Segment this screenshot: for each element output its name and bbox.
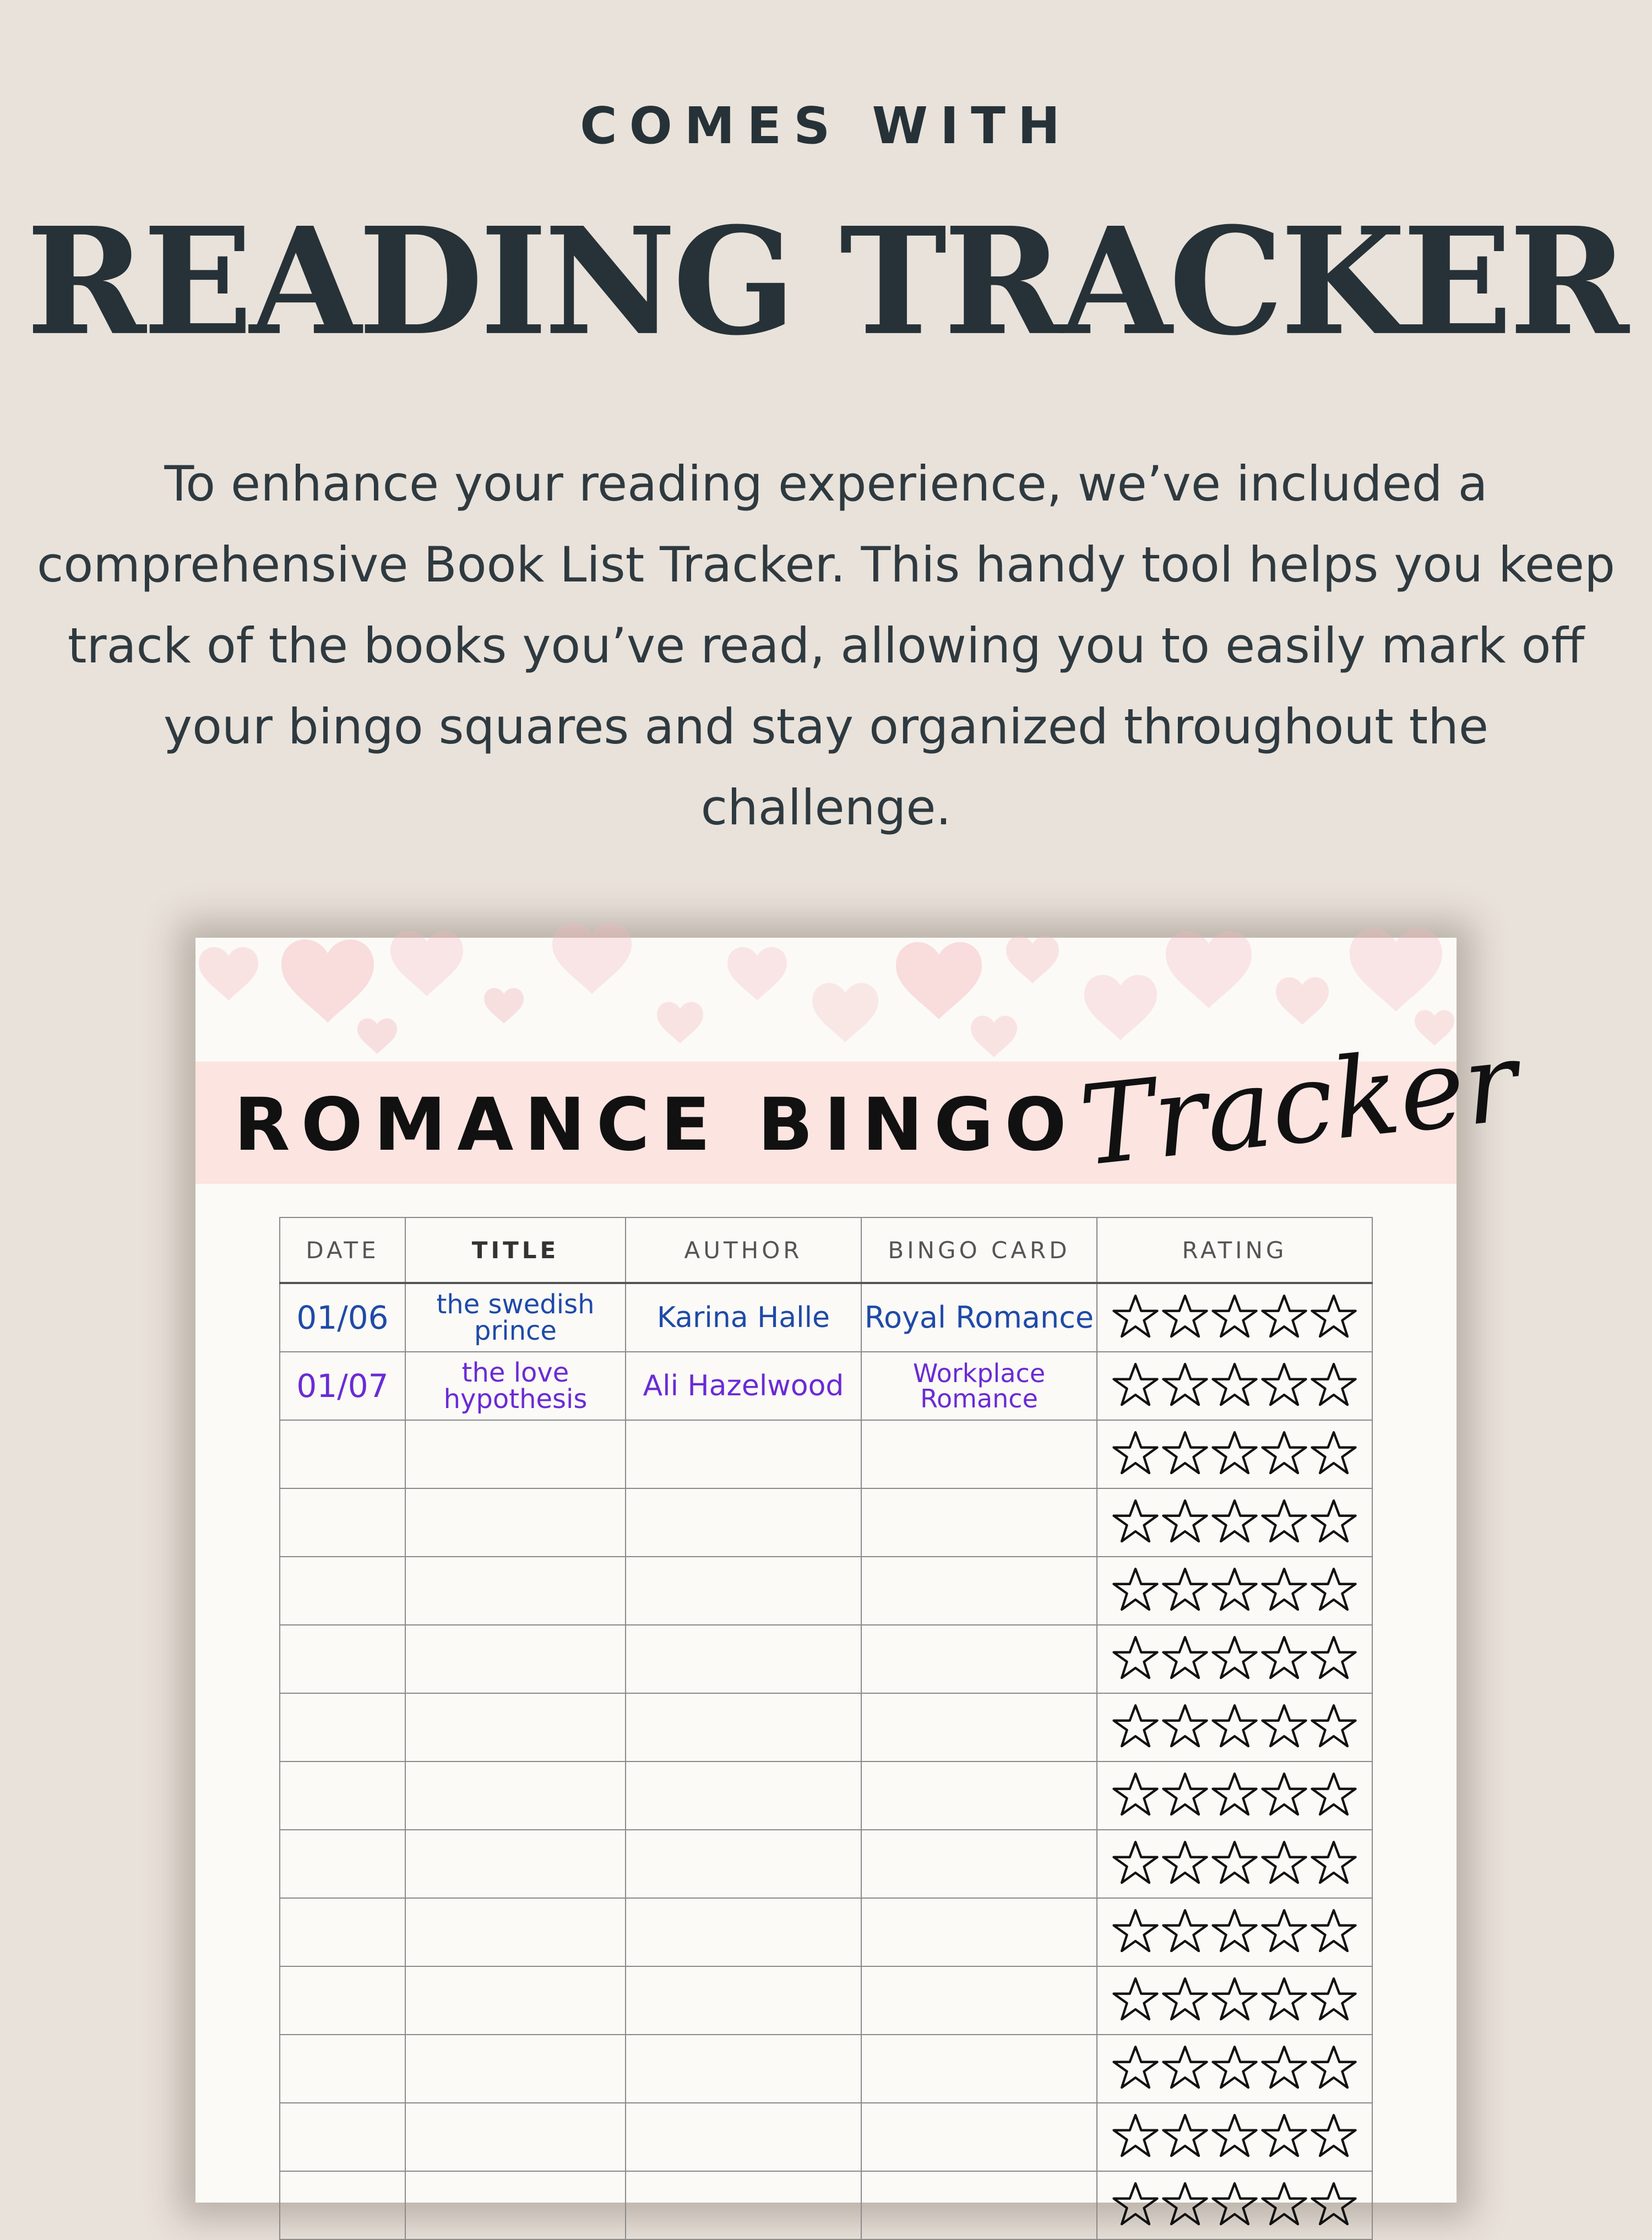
cell-rating [1097,1557,1372,1625]
cell-title[interactable] [405,1966,626,2035]
cell-date[interactable] [280,1966,405,2035]
table-row [280,2103,1372,2171]
star-icon[interactable] [1161,1839,1209,1889]
star-icon[interactable] [1260,1703,1308,1752]
star-icon[interactable] [1310,1907,1357,1957]
headline: READING TRACKER [26,194,1626,368]
cell-rating [1097,1898,1372,1966]
cell-author[interactable] [626,1352,861,1420]
table-row [280,1283,1372,1352]
star-icon[interactable] [1161,1771,1209,1820]
star-icon[interactable] [1260,2181,1308,2230]
cell-date[interactable] [280,2103,405,2171]
cell-bingo-card[interactable] [861,1898,1097,1966]
star-icon[interactable] [1211,1634,1258,1684]
table-row [280,1966,1372,2035]
star-icon[interactable] [1310,2181,1357,2230]
cell-author[interactable] [626,1283,861,1352]
star-icon[interactable] [1112,1976,1159,2025]
cell-date[interactable] [280,1693,405,1761]
star-icon[interactable] [1112,1498,1159,1547]
cell-rating [1097,2035,1372,2103]
star-icon[interactable] [1161,1907,1209,1957]
author-value: Ali Hazelwood [643,1369,844,1402]
star-icon[interactable] [1161,1429,1209,1479]
cell-bingo-card[interactable] [861,1693,1097,1761]
star-icon[interactable] [1211,1907,1258,1957]
cell-author[interactable] [626,2035,861,2103]
star-icon[interactable] [1260,1566,1308,1616]
tracker-sheet [195,938,1524,2203]
cell-bingo-card[interactable] [861,1830,1097,1898]
star-icon[interactable] [1211,1771,1258,1820]
star-icon[interactable] [1310,1498,1357,1547]
star-icon[interactable] [1310,1361,1357,1411]
cell-rating [1097,1352,1372,1420]
cell-bingo-card[interactable] [861,2171,1097,2239]
star-icon[interactable] [1211,1839,1258,1889]
cell-bingo-card[interactable] [861,1488,1097,1557]
cell-author[interactable] [626,1761,861,1830]
cell-date[interactable] [280,2035,405,2103]
star-icon[interactable] [1260,1907,1308,1957]
star-icon[interactable] [1310,2044,1357,2094]
star-icon[interactable] [1310,1566,1357,1616]
cell-date[interactable] [280,2171,405,2239]
date-value: 01/06 [296,1299,389,1336]
table-row [280,1693,1372,1761]
cell-date[interactable] [280,1283,405,1352]
cell-bingo-card[interactable] [861,1420,1097,1488]
cell-rating [1097,1488,1372,1557]
cell-bingo-card[interactable] [861,1557,1097,1625]
star-icon[interactable] [1161,1293,1209,1342]
star-rating [1097,1566,1372,1616]
table-row [280,1761,1372,1830]
star-icon[interactable] [1211,2181,1258,2230]
star-icon[interactable] [1211,1566,1258,1616]
star-icon[interactable] [1161,1498,1209,1547]
star-icon[interactable] [1260,1771,1308,1820]
star-icon[interactable] [1260,2112,1308,2162]
table-row [280,1352,1372,1420]
star-icon[interactable] [1310,1634,1357,1684]
star-icon[interactable] [1211,1429,1258,1479]
star-icon[interactable] [1161,2181,1209,2230]
title-banner [195,1018,1524,1191]
table-row [280,1898,1372,1966]
star-rating [1097,1703,1372,1752]
cell-date[interactable] [280,1488,405,1557]
cell-title[interactable] [405,1830,626,1898]
star-icon[interactable] [1112,1839,1159,1889]
column-header-bingo-card: BINGO CARD [861,1217,1097,1283]
cell-rating [1097,1283,1372,1352]
star-icon[interactable] [1211,2112,1258,2162]
star-icon[interactable] [1161,2044,1209,2094]
star-icon[interactable] [1161,1703,1209,1752]
column-header-title: TITLE [405,1217,626,1283]
star-icon[interactable] [1161,1976,1209,2025]
title-value: the swedish prince [436,1289,595,1346]
star-icon[interactable] [1310,1771,1357,1820]
cell-title[interactable] [405,1557,626,1625]
star-icon[interactable] [1211,1976,1258,2025]
table-row [280,1488,1372,1557]
column-header-author: AUTHOR [626,1217,861,1283]
star-icon[interactable] [1112,1566,1159,1616]
cell-date[interactable] [280,1830,405,1898]
cell-author[interactable] [626,1488,861,1557]
star-icon[interactable] [1112,2044,1159,2094]
star-icon[interactable] [1161,1361,1209,1411]
cell-author[interactable] [626,1693,861,1761]
star-icon[interactable] [1161,1634,1209,1684]
table-row [280,1830,1372,1898]
date-value: 01/07 [296,1367,389,1405]
tracker-table [279,1217,1373,2240]
star-icon[interactable] [1260,1839,1308,1889]
star-rating [1097,2112,1372,2162]
table-header-row [280,1217,1372,1283]
bingo-card-value: Royal Romance [864,1300,1094,1335]
star-rating [1097,1771,1372,1820]
star-icon[interactable] [1310,1839,1357,1889]
cell-rating [1097,1625,1372,1693]
table-row [280,1420,1372,1488]
star-icon[interactable] [1260,1429,1308,1479]
cell-author[interactable] [626,1557,861,1625]
star-icon[interactable] [1112,1907,1159,1957]
cell-bingo-card[interactable] [861,1352,1097,1420]
bingo-card-value: Workplace Romance [912,1358,1046,1413]
star-icon[interactable] [1112,2112,1159,2162]
cell-date[interactable] [280,1625,405,1693]
cell-title[interactable] [405,1420,626,1488]
star-icon[interactable] [1310,2112,1357,2162]
cell-author[interactable] [626,2103,861,2171]
cell-bingo-card[interactable] [861,1283,1097,1352]
star-icon[interactable] [1211,2044,1258,2094]
table-row [280,2035,1372,2103]
star-icon[interactable] [1112,1429,1159,1479]
star-icon[interactable] [1112,1293,1159,1342]
cell-author[interactable] [626,1898,861,1966]
cell-bingo-card[interactable] [861,2103,1097,2171]
cell-title[interactable] [405,1283,626,1352]
cell-rating [1097,1693,1372,1761]
star-icon[interactable] [1112,1703,1159,1752]
eyebrow-text: COMES WITH [580,96,1072,155]
table-row [280,1625,1372,1693]
column-header-date: DATE [280,1217,405,1283]
author-value: Karina Halle [656,1301,830,1334]
cell-rating [1097,2103,1372,2171]
cell-date[interactable] [280,1352,405,1420]
title-value: the love hypothesis [443,1357,588,1415]
cell-title[interactable] [405,2171,626,2239]
star-icon[interactable] [1112,1361,1159,1411]
cell-rating [1097,1830,1372,1898]
cell-bingo-card[interactable] [861,1966,1097,2035]
star-icon[interactable] [1211,1703,1258,1752]
star-icon[interactable] [1260,1976,1308,2025]
table-row [280,1557,1372,1625]
star-icon[interactable] [1260,1361,1308,1411]
star-rating [1097,1293,1372,1342]
cell-rating [1097,1420,1372,1488]
star-rating [1097,1634,1372,1684]
cell-rating [1097,1761,1372,1830]
star-icon[interactable] [1211,1498,1258,1547]
star-icon[interactable] [1260,1634,1308,1684]
cell-title[interactable] [405,1761,626,1830]
cell-title[interactable] [405,1488,626,1557]
table-row [280,2171,1372,2239]
cell-title[interactable] [405,1693,626,1761]
star-icon[interactable] [1211,1361,1258,1411]
cell-author[interactable] [626,1625,861,1693]
cell-author[interactable] [626,2171,861,2239]
description: To enhance your reading experience, we’ve included a comprehensive Book List Tracker. This handy tool helps you keep track of the books you’ve read, allowing you to easily mark off your bingo squares and stay organized throughout the challenge. [37,455,1615,836]
star-icon[interactable] [1161,2112,1209,2162]
cell-bingo-card[interactable] [861,1625,1097,1693]
star-icon[interactable] [1260,2044,1308,2094]
cell-rating [1097,1966,1372,2035]
star-rating [1097,1429,1372,1479]
cell-author[interactable] [626,1966,861,2035]
banner-title: ROMANCE BINGO [234,1083,1078,1167]
star-rating [1097,2044,1372,2094]
star-icon[interactable] [1161,1566,1209,1616]
cell-title[interactable] [405,2035,626,2103]
cell-author[interactable] [626,1830,861,1898]
banner-script-word: Tracker [1074,1018,1524,1191]
cell-date[interactable] [280,1761,405,1830]
cell-title[interactable] [405,1898,626,1966]
star-icon[interactable] [1310,1293,1357,1342]
cell-title[interactable] [405,1625,626,1693]
column-header-rating: RATING [1097,1217,1372,1283]
star-icon[interactable] [1310,1976,1357,2025]
star-icon[interactable] [1211,1293,1258,1342]
star-rating [1097,1361,1372,1411]
star-icon[interactable] [1310,1429,1357,1479]
cell-bingo-card[interactable] [861,2035,1097,2103]
star-rating [1097,2181,1372,2230]
cell-title[interactable] [405,1352,626,1420]
star-icon[interactable] [1112,1771,1159,1820]
cell-date[interactable] [280,1557,405,1625]
star-icon[interactable] [1260,1498,1308,1547]
star-icon[interactable] [1112,2181,1159,2230]
cell-title[interactable] [405,2103,626,2171]
star-rating [1097,1976,1372,2025]
star-rating [1097,1839,1372,1889]
cell-bingo-card[interactable] [861,1761,1097,1830]
star-rating [1097,1907,1372,1957]
star-icon[interactable] [1310,1703,1357,1752]
star-icon[interactable] [1112,1634,1159,1684]
star-rating [1097,1498,1372,1547]
cell-author[interactable] [626,1420,861,1488]
cell-date[interactable] [280,1420,405,1488]
star-icon[interactable] [1260,1293,1308,1342]
cell-date[interactable] [280,1898,405,1966]
cell-rating [1097,2171,1372,2239]
